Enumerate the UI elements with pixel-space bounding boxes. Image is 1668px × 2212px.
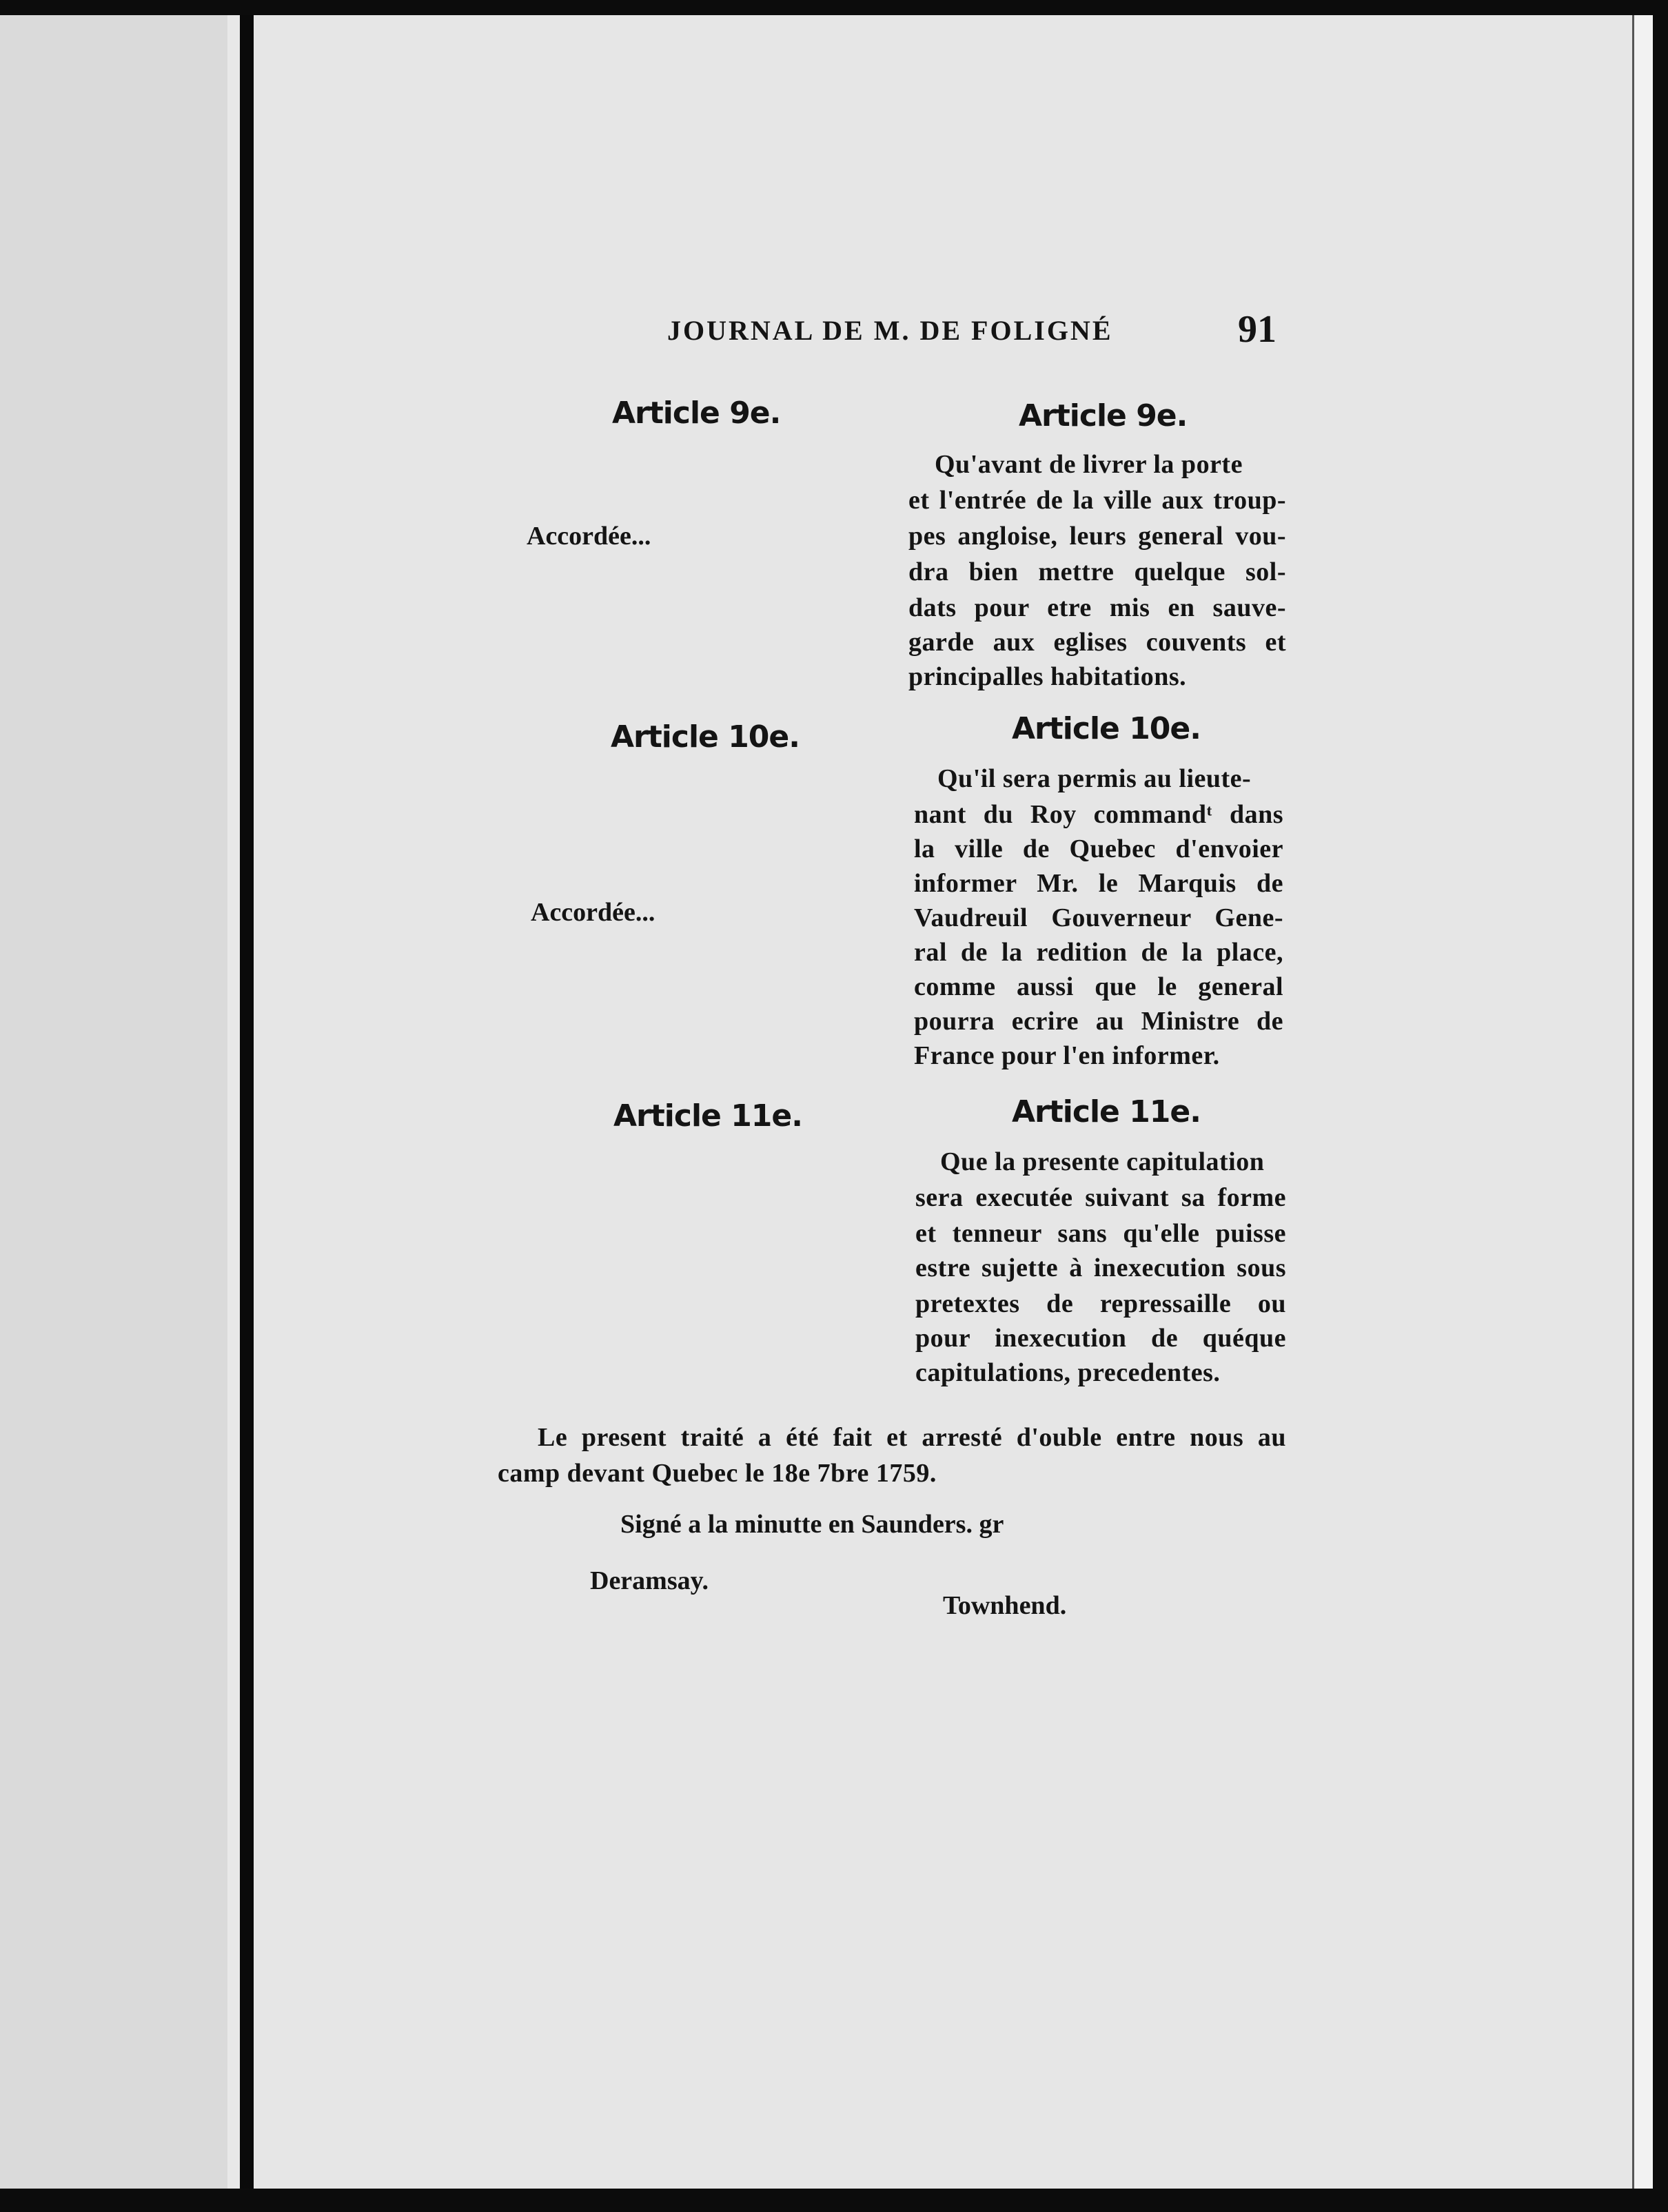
article-11-line: sera executée suivant sa forme: [915, 1183, 1286, 1212]
article-9-reply: Accordée...: [527, 522, 651, 551]
signatory-deramsay: Deramsay.: [590, 1566, 709, 1595]
article-10-line: ral de la redition de la place,: [914, 938, 1283, 967]
signed-note: Signé a la minutte en Saunders. gr: [620, 1510, 1004, 1539]
article-10-line: nant du Roy commandᵗ dans: [914, 800, 1283, 829]
article-10-line: comme aussi que le general: [914, 972, 1283, 1001]
article-10-line: Qu'il sera permis au lieute-: [937, 764, 1252, 793]
page-edge: [1632, 15, 1653, 2189]
article-10-line: Vaudreuil Gouverneur Gene-: [914, 903, 1283, 932]
scan-border-bottom: [0, 2189, 1668, 2212]
article-10-reply: Accordée...: [531, 898, 655, 927]
article-9-right-heading: Article 9e.: [1019, 398, 1188, 433]
article-9-line: dats pour etre mis en sauve-: [908, 593, 1286, 622]
closing-line-2: camp devant Quebec le 18e 7bre 1759.: [498, 1459, 937, 1488]
article-11-line: pour inexecution de quéque: [915, 1324, 1286, 1353]
scan-border-right: [1653, 0, 1668, 2212]
article-11-line: estre sujette à inexecution sous: [915, 1253, 1286, 1282]
closing-line-1: Le present traité a été fait et arresté d'ouble entre nous au: [538, 1423, 1286, 1452]
article-9-left-heading: Article 9e.: [612, 396, 781, 431]
scan-border-top: [0, 0, 1668, 15]
article-9-line: garde aux eglises couvents et: [908, 628, 1286, 657]
article-11-line: capitulations, precedentes.: [915, 1358, 1221, 1387]
article-9-line: principalles habitations.: [908, 662, 1187, 691]
article-10-line: France pour l'en informer.: [914, 1041, 1220, 1070]
article-9-line: dra bien mettre quelque sol-: [908, 557, 1286, 586]
article-10-left-heading: Article 10e.: [611, 719, 800, 755]
article-11-right-heading: Article 11e.: [1012, 1094, 1201, 1129]
binding-shadow: [240, 15, 254, 2189]
article-10-right-heading: Article 10e.: [1012, 711, 1201, 746]
article-11-left-heading: Article 11e.: [613, 1098, 802, 1134]
page-number: 91: [1238, 308, 1277, 351]
article-10-line: la ville de Quebec d'envoier: [914, 834, 1283, 863]
facing-page-margin: [0, 15, 227, 2189]
article-9-line: pes angloise, leurs general vou-: [908, 522, 1286, 551]
signatory-townhend: Townhend.: [943, 1591, 1067, 1620]
article-10-line: pourra ecrire au Ministre de: [914, 1007, 1283, 1036]
article-10-line: informer Mr. le Marquis de: [914, 869, 1283, 898]
running-title: JOURNAL DE M. DE FOLIGNÉ: [667, 315, 1113, 346]
article-11-line: et tenneur sans qu'elle puisse: [915, 1219, 1286, 1248]
article-11-line: Que la presente capitulation: [940, 1147, 1265, 1176]
gutter-fold: [227, 15, 240, 2189]
article-11-line: pretextes de repressaille ou: [915, 1289, 1286, 1318]
article-9-line: et l'entrée de la ville aux troup-: [908, 486, 1286, 515]
article-9-line: Qu'avant de livrer la porte: [935, 450, 1243, 479]
